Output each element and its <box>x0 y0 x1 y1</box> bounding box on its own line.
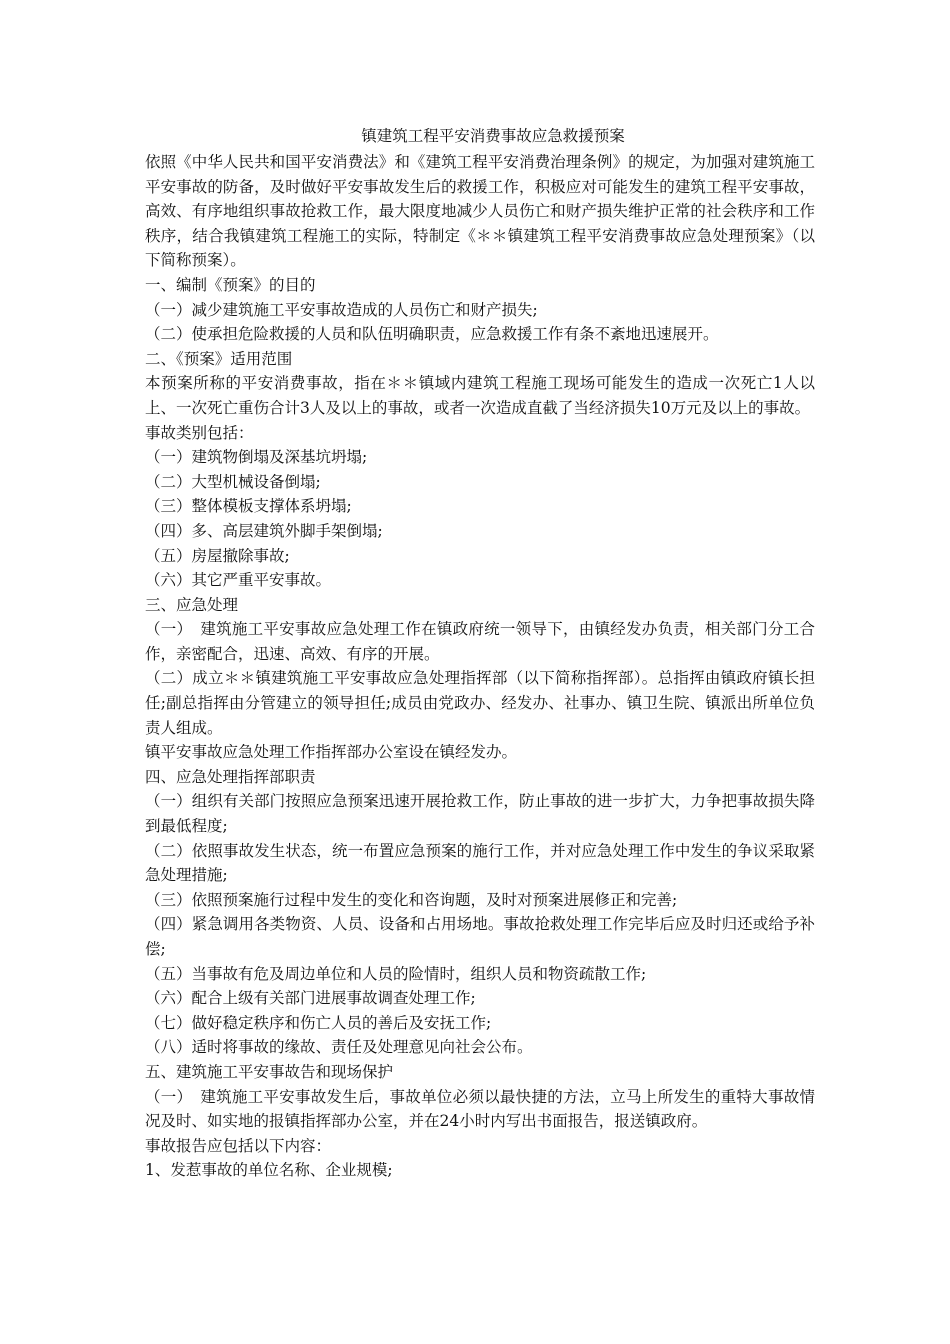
list-item: （四）紧急调用各类物资、人员、设备和占用场地。事故抢救处理工作完毕后应及时归还或给予补偿; <box>145 915 815 958</box>
scope-paragraph: 本预案所称的平安消费事故，指在＊＊镇域内建筑工程施工现场可能发生的造成一次死亡1人以上、一次死亡重伤合计3人及以上的事故，或者一次造成直截了当经济损失10万元及以上的事故。 <box>145 374 815 417</box>
list-item: （一） 建筑施工平安事故应急处理工作在镇政府统一领导下，由镇经发办负责，相关部门分工合作，亲密配合，迅速、高效、有序的开展。 <box>145 620 815 663</box>
list-item: （八）适时将事故的缘故、责任及处理意见向社会公布。 <box>145 1038 533 1057</box>
list-item: （五）当事故有危及周边单位和人员的险情时，组织人员和物资疏散工作; <box>145 964 647 983</box>
section-heading-5: 五、建筑施工平安事故告和现场保护 <box>145 1062 394 1081</box>
list-item: （三）依照预案施行过程中发生的变化和咨询题，及时对预案进展修正和完善; <box>145 890 678 909</box>
report-intro: 事故报告应包括以下内容： <box>145 1136 332 1155</box>
list-item: （一）减少建筑施工平安事故造成的人员伤亡和财产损失; <box>145 300 538 319</box>
list-item: （一）组织有关部门按照应急预案迅速开展抢救工作，防止事故的进一步扩大，力争把事故损失降到最低程度; <box>145 792 815 836</box>
list-item: （六）配合上级有关部门进展事故调查处理工作; <box>145 989 476 1008</box>
list-item: （三）整体模板支撑体系坍塌; <box>145 497 352 516</box>
document-body <box>145 124 815 1183</box>
document-title: 镇建筑工程平安消费事故应急救援预案 <box>361 127 625 145</box>
list-item: （六）其它严重平安事故。 <box>145 571 332 590</box>
section-heading-3: 三、应急处理 <box>145 595 239 614</box>
list-item: （七）做好稳定秩序和伤亡人员的善后及安抚工作; <box>145 1013 492 1032</box>
list-item: 1、发惹事故的单位名称、企业规模; <box>145 1161 393 1180</box>
list-item: （一） 建筑施工平安事故发生后，事故单位必须以最快捷的方法，立马上所发生的重特大事故情况及时、如实地的报镇指挥部办公室，并在24小时内写出书面报告，报送镇政府。 <box>145 1087 815 1131</box>
list-item: （五）房屋撤除事故; <box>145 546 290 565</box>
office-paragraph: 镇平安事故应急处理工作指挥部办公室设在镇经发办。 <box>145 743 518 762</box>
section-heading-1: 一、编制《预案》的目的 <box>145 275 316 294</box>
intro-paragraph: 依照《中华人民共和国平安消费法》和《建筑工程平安消费治理条例》的规定，为加强对建筑施工平安事故的防备，及时做好平安事故发生后的救援工作，积极应对可能发生的建筑工程平安事故，高效、有序地组织事故抢救工作，最大限度地减少人员伤亡和财产损失维护正常的社会秩序和工作秩序，结合我镇建筑工程施工的实际，特制定《＊＊镇建筑工程平安消费事故应急处理预案》（以下简称预案）。 <box>145 153 815 270</box>
list-item: （二）成立＊＊镇建筑施工平安事故应急处理指挥部（以下简称指挥部）。总指挥由镇政府镇长担任;副总指挥由分管建立的领导担任;成员由党政办、经发办、社事办、镇卫生院、镇派出所单位负责人组成。 <box>145 669 815 737</box>
section-heading-2: 二、《预案》适用范围 <box>145 349 293 368</box>
category-intro: 事故类别包括： <box>145 423 254 442</box>
list-item: （四）多、高层建筑外脚手架倒塌; <box>145 521 383 540</box>
list-item: （一）建筑物倒塌及深基坑坍塌; <box>145 448 368 467</box>
list-item: （二）大型机械设备倒塌; <box>145 472 321 491</box>
list-item: （二）依照事故发生状态，统一布置应急预案的施行工作，并对应急处理工作中发生的争议采取紧急处理措施; <box>145 841 815 885</box>
section-heading-4: 四、应急处理指挥部职责 <box>145 767 316 786</box>
list-item: （二）使承担危险救援的人员和队伍明确职责，应急救援工作有条不紊地迅速展开。 <box>145 325 719 344</box>
